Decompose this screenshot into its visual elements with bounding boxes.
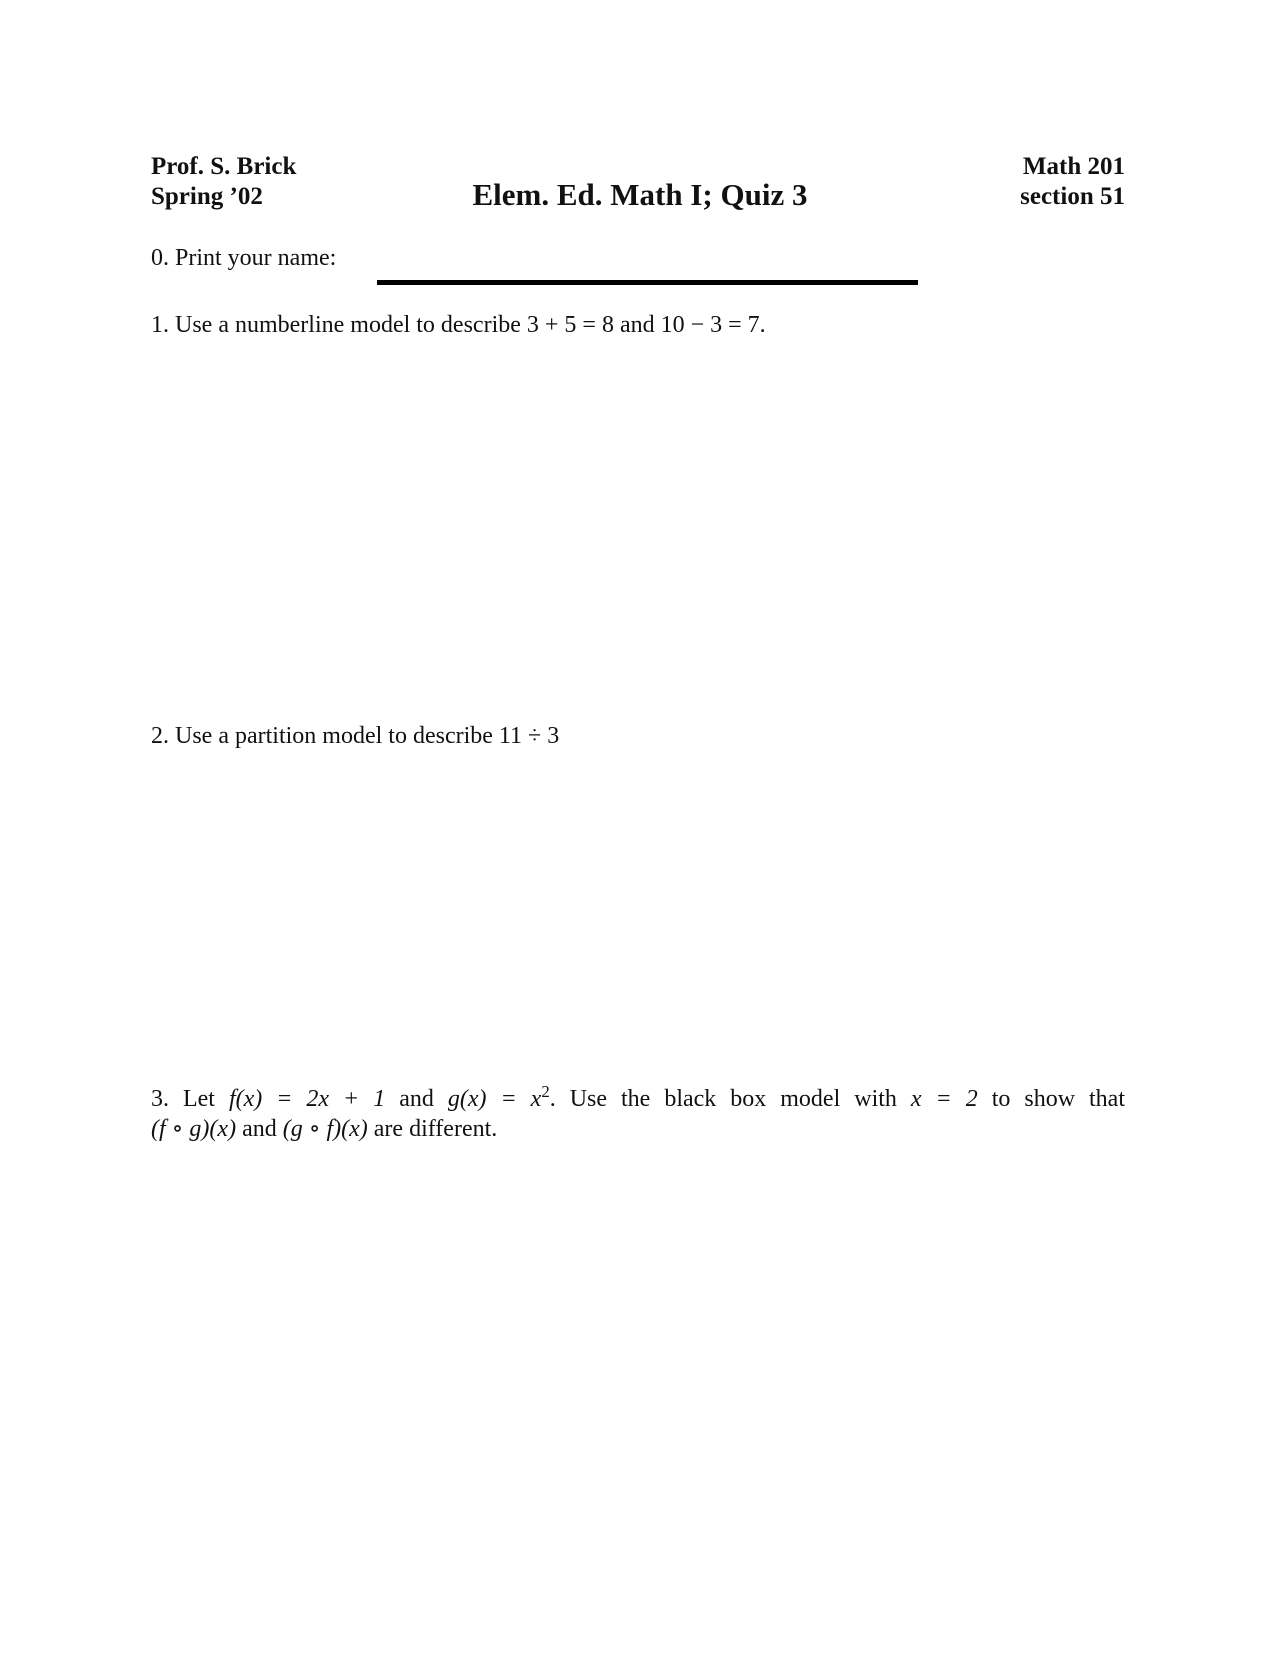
course-number: Math 201 [1022, 153, 1125, 180]
and-text-1: and [385, 1086, 448, 1112]
question-3-middle: . Use the black box model with [549, 1086, 911, 1112]
question-1-text: Use a numberline model to describe 3 + 5 = 8 and 10 − 3 = 7. [175, 312, 766, 338]
question-3-prefix: Let [182, 1086, 229, 1112]
question-2 [151, 721, 559, 751]
name-answer-line[interactable] [377, 280, 918, 285]
question-0-text: Print your name: [175, 245, 337, 271]
question-2-number: 2. [151, 723, 169, 749]
page-title: Elem. Ed. Math I; Quiz 3 [472, 177, 808, 212]
question-0 [151, 243, 336, 273]
f-definition: f(x) = 2x + 1 [228, 1086, 386, 1112]
course-section: section 51 [1020, 183, 1125, 210]
g-exponent: 2 [541, 1081, 550, 1101]
x-value: x = 2 [910, 1086, 978, 1112]
term-label: Spring ’02 [151, 183, 263, 210]
and-text-2: and [236, 1116, 283, 1142]
question-1-number: 1. [151, 312, 169, 338]
question-0-number: 0. [151, 245, 169, 271]
question-3-line2-end: are different. [367, 1116, 498, 1142]
g-definition: g(x) = x [447, 1086, 542, 1112]
composition-g-of-f: (g ∘ f)(x) [282, 1116, 368, 1142]
question-3-line-1 [151, 1081, 1125, 1114]
instructor-name: Prof. S. Brick [151, 153, 297, 180]
question-3-line-2 [151, 1114, 497, 1144]
question-2-text: Use a partition model to describe 11 ÷ 3 [175, 723, 560, 749]
composition-f-of-g: (f ∘ g)(x) [151, 1116, 237, 1142]
question-3-number: 3. [151, 1086, 169, 1112]
question-3-line1-end: to show that [977, 1086, 1125, 1112]
question-1 [151, 310, 766, 340]
